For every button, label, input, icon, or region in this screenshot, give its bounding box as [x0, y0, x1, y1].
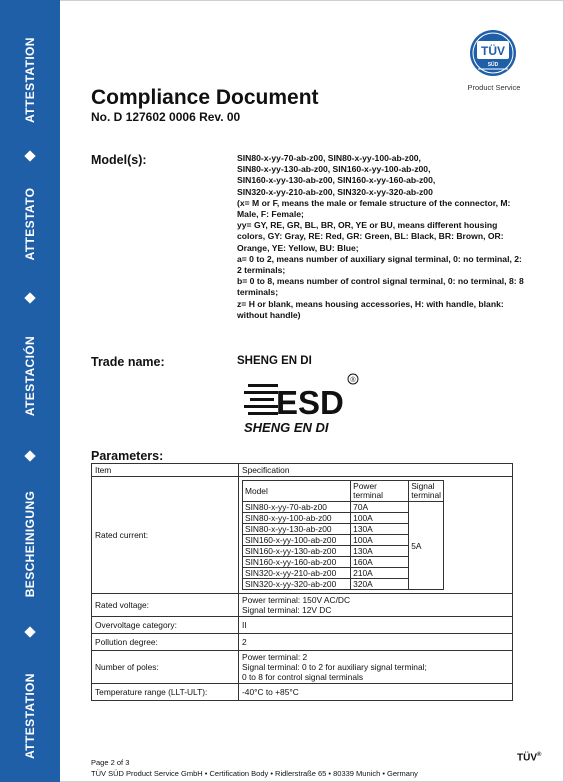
power-cell: 160A — [351, 557, 409, 568]
pollution-label: Pollution degree: — [92, 634, 239, 651]
diamond-icon — [24, 450, 35, 461]
model-note: (x= M or F, means the male or female structure of the connector, M: Male, F: Female; — [237, 197, 511, 220]
diamond-icon — [24, 626, 35, 637]
svg-text:SÜD: SÜD — [487, 62, 499, 68]
diamond-icon — [24, 292, 35, 303]
model-cell: SIN320-x-yy-320-ab-z00 — [243, 579, 351, 590]
power-cell: 320A — [351, 579, 409, 590]
overvoltage-label: Overvoltage category: — [92, 617, 239, 634]
temperature-label: Temperature range (LLT-ULT): — [92, 684, 239, 701]
model-cell: SIN160-x-yy-130-ab-z00 — [243, 546, 351, 557]
rated-voltage-line: Signal terminal: 12V DC — [242, 605, 332, 615]
poles-line: 0 to 8 for control signal terminals — [242, 672, 364, 682]
model-line: SIN80-x-yy-130-ab-z00, SIN160-x-yy-100-ab-z00, — [237, 164, 431, 175]
model-cell: SIN80-x-yy-70-ab-z00 — [243, 502, 351, 513]
power-cell: 100A — [351, 513, 409, 524]
table-header-specification: Specification — [239, 464, 513, 477]
brand-logo — [240, 372, 370, 436]
trade-name-value: SHENG EN DI — [237, 355, 312, 367]
footer-tuv-mark — [517, 752, 541, 763]
poles-line: Signal terminal: 0 to 2 for auxiliary signal terminal; — [242, 662, 427, 672]
signal-cell: 5A — [409, 502, 444, 590]
model-cell: SIN160-x-yy-100-ab-z00 — [243, 535, 351, 546]
tuv-sud-logo — [468, 28, 518, 78]
sidebar-label-attestation: ATTESTATION — [23, 37, 37, 123]
footer-company: TÜV SÜD Product Service GmbH • Certification Body • Ridlerstraße 65 • 80339 Munich • Germany — [91, 769, 418, 778]
rated-voltage-label: Rated voltage: — [92, 594, 239, 617]
sidebar — [0, 0, 60, 782]
model-cell: SIN80-x-yy-100-ab-z00 — [243, 513, 351, 524]
table-row — [92, 684, 513, 701]
rated-current-table — [242, 480, 444, 590]
model-note: z= H or blank, means housing accessories, H: with handle, blank: without handle) — [237, 298, 504, 320]
diamond-icon — [24, 150, 35, 161]
svg-text:SHENG EN DI: SHENG EN DI — [244, 420, 329, 435]
model-cell: SIN320-x-yy-210-ab-z00 — [243, 568, 351, 579]
models-list — [237, 153, 527, 321]
footer-page-number: Page 2 of 3 — [91, 758, 130, 767]
parameters-table — [91, 463, 513, 701]
pollution-value: 2 — [239, 634, 513, 651]
logo-caption: Product Service — [467, 83, 521, 92]
parameters-label: Parameters: — [91, 449, 164, 463]
rated-voltage-line: Power terminal: 150V AC/DC — [242, 595, 350, 605]
rated-voltage-value — [239, 594, 513, 617]
overvoltage-value: II — [239, 617, 513, 634]
trade-name-label: Trade name: — [91, 355, 165, 369]
table-row — [243, 502, 444, 513]
table-row — [92, 594, 513, 617]
table-row — [92, 651, 513, 684]
table-row — [92, 464, 513, 477]
table-row — [92, 634, 513, 651]
model-note: a= 0 to 2, means number of auxiliary signal terminal, 0: no terminal, 2: 2 terminals; — [237, 253, 522, 276]
temperature-value: -40°C to +85°C — [239, 684, 513, 701]
model-note: yy= GY, RE, GR, BL, BR, OR, YE or BU, means different housing colors, GY: Gray, RE: Red, GR: Green, BL: Black, BR: Brown, OR: Orange, YE: Yellow, BU: Blue; — [237, 220, 504, 253]
model-cell: SIN80-x-yy-130-ab-z00 — [243, 524, 351, 535]
signal-terminal-header: Signal terminal — [409, 481, 444, 502]
poles-value — [239, 651, 513, 684]
model-line: SIN160-x-yy-130-ab-z00, SIN160-x-yy-160-ab-z00, — [237, 175, 436, 186]
rated-current-label: Rated current: — [92, 477, 239, 594]
power-cell: 100A — [351, 535, 409, 546]
poles-line: Power terminal: 2 — [242, 652, 308, 662]
sidebar-label-atestacion: ATESTACIÓN — [23, 335, 37, 417]
model-header: Model — [243, 481, 351, 502]
power-cell: 210A — [351, 568, 409, 579]
table-row — [243, 481, 444, 502]
model-line: SIN80-x-yy-70-ab-z00, SIN80-x-yy-100-ab-z00, — [237, 153, 421, 163]
page-title: Compliance Document — [91, 86, 319, 109]
sidebar-label-attestation-2: ATTESTATION — [23, 673, 37, 759]
poles-label: Number of poles: — [92, 651, 239, 684]
svg-text:ESD: ESD — [276, 384, 344, 421]
footer-mark-text: TÜV — [517, 752, 537, 764]
footer-mark-registered: ® — [537, 752, 542, 758]
sidebar-label-attestato: ATTESTATO — [23, 187, 37, 261]
models-label: Model(s): — [91, 153, 147, 167]
sidebar-label-bescheinigung: BESCHEINIGUNG — [23, 490, 37, 598]
power-terminal-header: Power terminal — [351, 481, 409, 502]
table-row — [92, 617, 513, 634]
table-header-item: Item — [92, 464, 239, 477]
svg-text:®: ® — [350, 377, 356, 384]
power-cell: 130A — [351, 524, 409, 535]
model-line: SIN320-x-yy-210-ab-z00, SIN320-x-yy-320-ab-z00 — [237, 186, 433, 197]
document-number: No. D 127602 0006 Rev. 00 — [91, 110, 241, 124]
power-cell: 130A — [351, 546, 409, 557]
svg-text:TÜV: TÜV — [481, 44, 505, 58]
table-row — [92, 477, 513, 594]
model-cell: SIN160-x-yy-160-ab-z00 — [243, 557, 351, 568]
model-note: b= 0 to 8, means number of control signal terminal, 0: no terminal, 8: 8 terminals; — [237, 276, 524, 298]
power-cell: 70A — [351, 502, 409, 513]
